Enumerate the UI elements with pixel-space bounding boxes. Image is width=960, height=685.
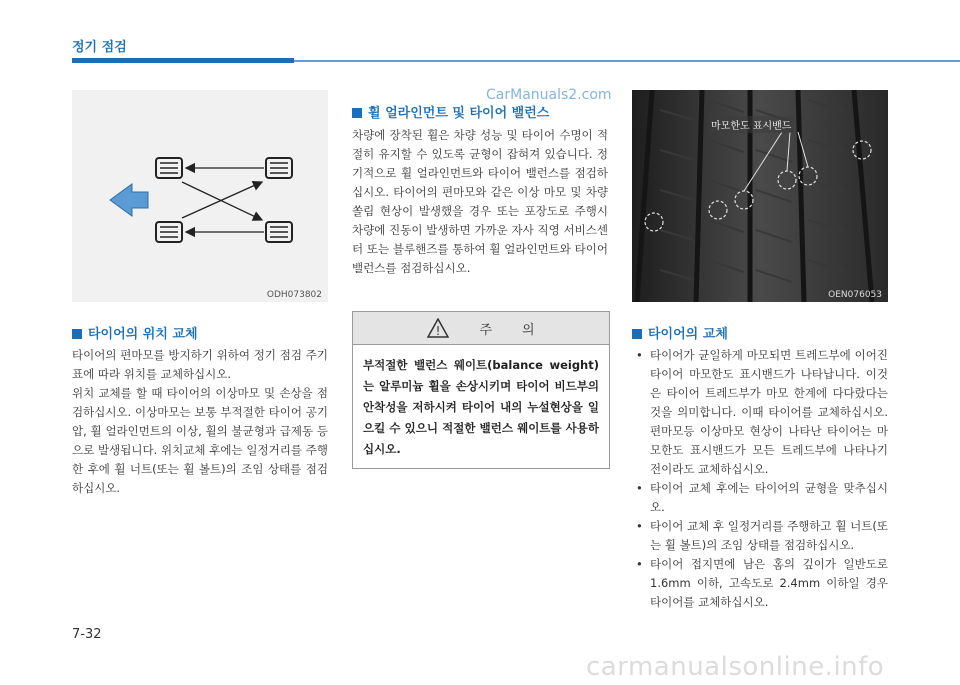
tire-front-right-icon (156, 222, 182, 242)
caution-label-2: 의 (522, 322, 535, 338)
tire-replacement-title (632, 323, 728, 342)
header-rule-line (294, 60, 960, 62)
list-item: • 타이어가 균일하게 마모되면 트레드부에 이어진 타이어 마모한도 표시밴드가 나타납니다. 이것은 타이어 트레드부가 마모 한계에 다다랐다는 것을 의미합니다. 이때 타이어를 교체하십시오. 편마모등 이상마모 현상이 나타난 타이어는 마모한도 표시밴드가 모든 트레드부에 나타나기 전이라도 교체하십시오. (632, 346, 888, 479)
tire-front-left-icon (156, 158, 182, 178)
forward-direction-arrow-icon (110, 184, 148, 216)
wear-indicator-label: 마모한도 표시밴드 (708, 116, 794, 133)
tire-rear-left-icon (266, 158, 292, 178)
section-square-icon (72, 329, 82, 339)
wheel-alignment-title-text: 휠 얼라인먼트 및 타이어 밸런스 (368, 106, 550, 121)
section-square-icon (632, 329, 642, 339)
caution-header (353, 312, 609, 345)
caution-text: 부적절한 밸런스 웨이트(balance weight)는 알루미늄 휠을 손상시키며 타이어 비드부의 안착성을 저하시켜 타이어 내의 누설현상을 일으킬 수 있으니 적절한 밸런스 웨이트를 사용하십시오. (363, 358, 599, 456)
tire-rotation-title-text: 타이어의 위치 교체 (88, 327, 198, 342)
warning-triangle-icon (427, 318, 449, 338)
footer-watermark-text: carmanualsonline.info (586, 652, 885, 682)
tire-rotation-title (72, 323, 198, 342)
wheel-alignment-title (352, 102, 549, 121)
tire-replacement-title-text: 타이어의 교체 (648, 327, 728, 342)
wheel-alignment-body (352, 126, 608, 278)
tire-tread-figure (632, 90, 888, 302)
wheel-alignment-paragraph: 차량에 장착된 휠은 차량 성능 및 타이어 수명이 적절히 유지할 수 있도록 균형이 잡혀져 있습니다. 정기적으로 휠 얼라인먼트와 타이어 밸런스를 점검하십시오. 타이어의 편마모와 같은 이상 마모 및 차량 쏠림 현상이 발생했을 경우 또는 포장도로 주행시 차량에 진동이 발생하면 가까운 자사 직영 서비스센터 또는 블루핸즈를 통하여 휠 얼라인먼트와 타이어 밸런스를 점검하십시오. (352, 128, 608, 275)
list-item: • 타이어 접지면에 남은 홈의 깊이가 일반도로 1.6mm 이하, 고속도로 2.4mm 이하일 경우 타이어를 교체하십시오. (632, 555, 888, 612)
section-header-title: 정기 점검 (72, 40, 127, 55)
caution-box (352, 311, 610, 469)
tire-rotation-paragraph-2: 위치 교체를 할 때 타이어의 이상마모 및 손상을 점검하십시오. 이상마모는 보통 부적절한 타이어 공기압, 휠 얼라인먼트의 이상, 휠의 불균형과 급제동 등으로 발생됩니다. 위치교체 후에는 일정거리를 주행한 후에 휠 너트(또는 휠 볼트)의 조임 상태를 점검하십시오. (72, 386, 328, 495)
page-number: 7-32 (72, 627, 102, 642)
tire-rotation-diagram (72, 90, 328, 302)
tire-rotation-figure (72, 90, 328, 302)
list-item: • 타이어 교체 후에는 타이어의 균형을 맞추십시오. (632, 479, 888, 517)
warning-symbol: ! (436, 324, 441, 338)
tire-replacement-list (632, 346, 888, 612)
tire-rotation-body (72, 346, 328, 498)
right-figure-code: OEN076053 (828, 290, 882, 300)
section-square-icon (352, 108, 362, 118)
left-figure-code: ODH073802 (266, 290, 322, 300)
header-accent-bar (72, 58, 294, 63)
watermark-text: CarManuals2.com (486, 87, 612, 103)
tire-rear-right-icon (266, 222, 292, 242)
caution-label-1: 주 (479, 322, 492, 338)
list-item: • 타이어 교체 후 일정거리를 주행하고 휠 너트(또는 휠 볼트)의 조임 상태를 점검하십시오. (632, 517, 888, 555)
tire-rotation-paragraph-1: 타이어의 편마모를 방지하기 위하여 정기 점검 주기표에 따라 위치를 교체하십시오. (72, 348, 328, 381)
